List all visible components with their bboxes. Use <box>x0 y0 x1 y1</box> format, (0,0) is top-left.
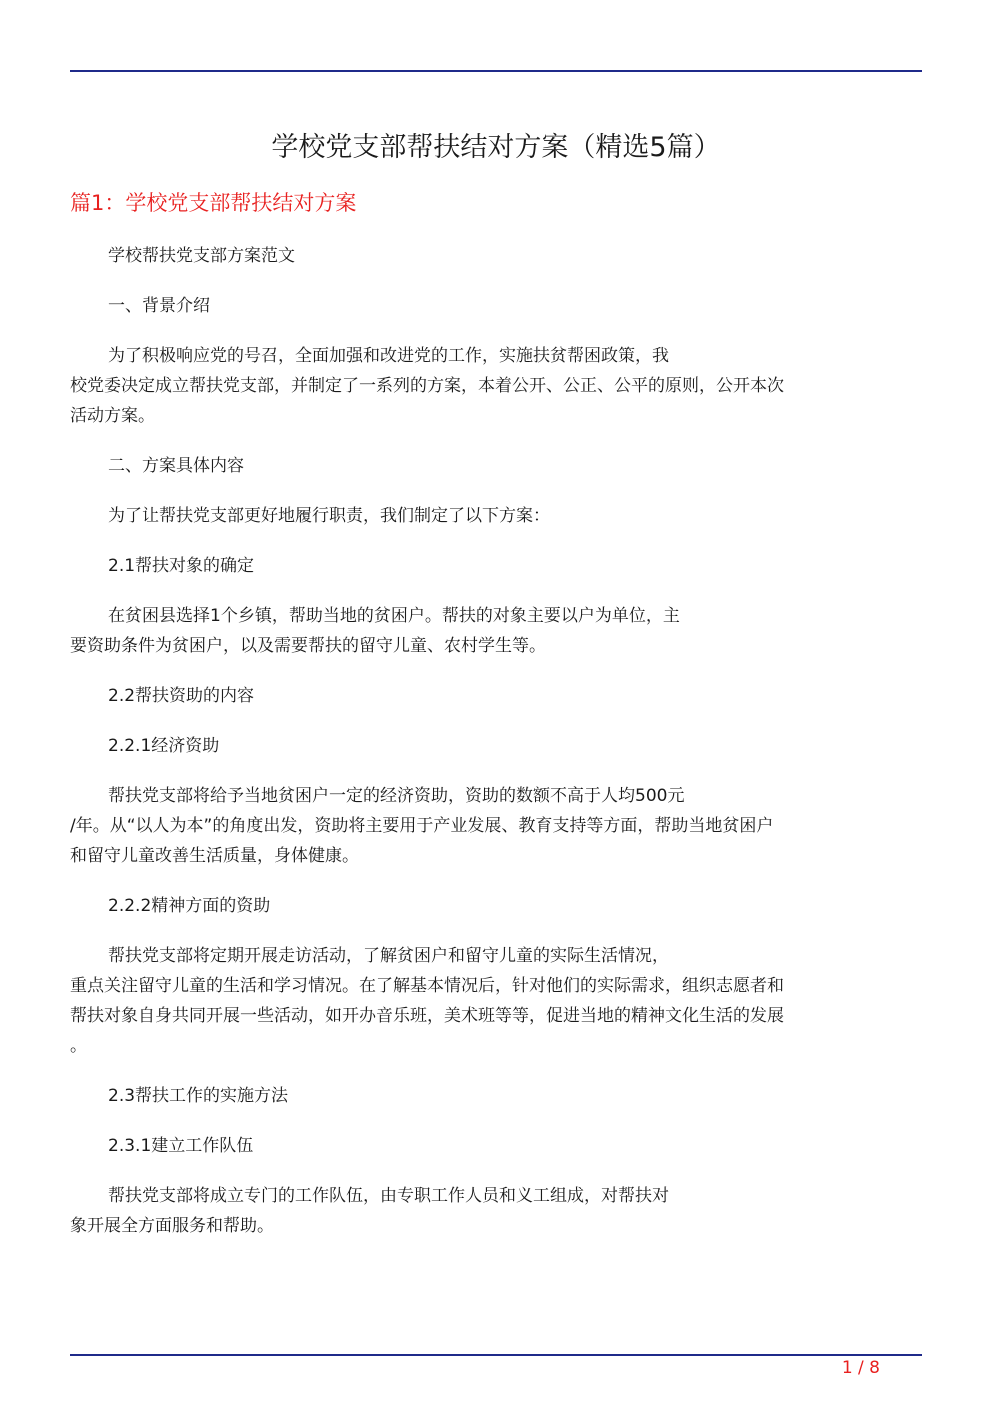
paragraph <box>70 891 922 921</box>
paragraph-line: 帮扶对象自身共同开展一些活动，如开办音乐班，美术班等等，促进当地的精神文化生活的发展 <box>70 1006 784 1026</box>
paragraph <box>70 501 922 531</box>
paragraph-line: 帮扶党支部将给予当地贫困户一定的经济资助，资助的数额不高于人均500元 <box>108 786 685 806</box>
paragraph <box>70 681 922 711</box>
paragraph-line: 要资助条件为贫困户，以及需要帮扶的留守儿童、农村学生等。 <box>70 636 546 656</box>
paragraph <box>70 1131 922 1161</box>
paragraph <box>70 731 922 761</box>
paragraph-line: 和留守儿童改善生活质量，身体健康。 <box>70 846 359 866</box>
paragraph-line: 象开展全方面服务和帮助。 <box>70 1216 274 1236</box>
paragraph-line: 为了让帮扶党支部更好地履行职责，我们制定了以下方案： <box>108 506 550 526</box>
paragraph <box>70 451 922 481</box>
paragraph-line: 在贫困县选择1个乡镇，帮助当地的贫困户。帮扶的对象主要以户为单位，主 <box>108 606 680 626</box>
paragraph-line: 一、背景介绍 <box>108 296 210 316</box>
paragraph-line: 二、方案具体内容 <box>108 456 244 476</box>
paragraph-line: 帮扶党支部将定期开展走访活动，了解贫困户和留守儿童的实际生活情况， <box>108 946 669 966</box>
paragraph <box>70 241 922 271</box>
paragraph-line: 为了积极响应党的号召，全面加强和改进党的工作，实施扶贫帮困政策，我 <box>108 346 669 366</box>
paragraph-line: 2.2.2精神方面的资助 <box>108 896 271 916</box>
paragraph <box>70 341 922 431</box>
paragraph-line: 2.3.1建立工作队伍 <box>108 1136 254 1156</box>
paragraph-line: 活动方案。 <box>70 406 155 426</box>
header-rule <box>70 70 922 72</box>
page-number: 1 / 8 <box>841 1358 880 1378</box>
paragraph <box>70 551 922 581</box>
paragraph-line: 学校帮扶党支部方案范文 <box>108 246 295 266</box>
paragraph-line: 帮扶党支部将成立专门的工作队伍，由专职工作人员和义工组成，对帮扶对 <box>108 1186 669 1206</box>
paragraph-line: 2.2帮扶资助的内容 <box>108 686 255 706</box>
paragraph <box>70 781 922 871</box>
paragraph-line: 2.2.1经济资助 <box>108 736 220 756</box>
document-title: 学校党支部帮扶结对方案（精选5篇） <box>271 132 721 163</box>
document-body <box>70 241 922 1261</box>
paragraph-line: 重点关注留守儿童的生活和学习情况。在了解基本情况后，针对他们的实际需求，组织志愿者和 <box>70 976 784 996</box>
paragraph <box>70 1081 922 1111</box>
paragraph <box>70 601 922 661</box>
paragraph-line: /年。从“以人为本”的角度出发，资助将主要用于产业发展、教育支持等方面，帮助当地贫困户 <box>70 816 774 836</box>
paragraph-line: 2.3帮扶工作的实施方法 <box>108 1086 289 1106</box>
section-heading: 篇1：学校党支部帮扶结对方案 <box>70 191 357 215</box>
paragraph <box>70 291 922 321</box>
paragraph-line: 校党委决定成立帮扶党支部，并制定了一系列的方案，本着公开、公正、公平的原则，公开本次 <box>70 376 784 396</box>
paragraph-line: 2.1帮扶对象的确定 <box>108 556 255 576</box>
paragraph <box>70 1181 922 1241</box>
footer-rule <box>70 1354 922 1356</box>
paragraph <box>70 941 922 1061</box>
paragraph-line: 。 <box>70 1036 87 1056</box>
